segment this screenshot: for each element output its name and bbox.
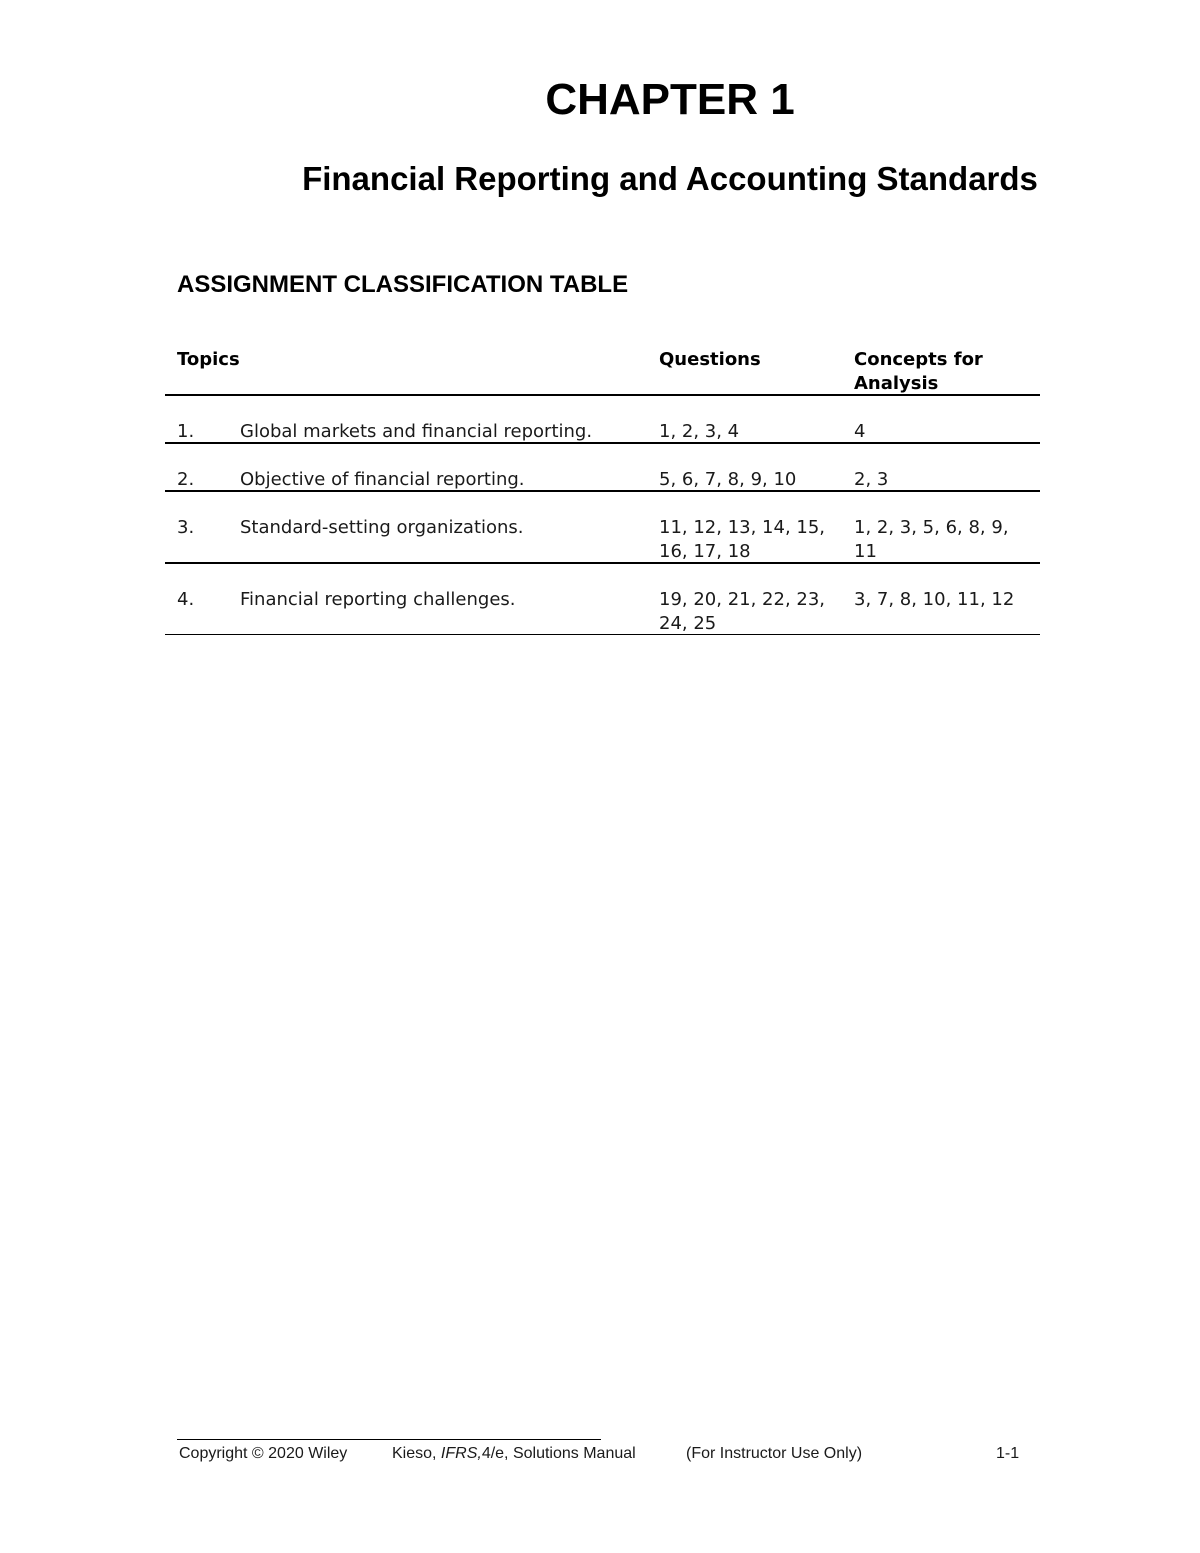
page-number: 1-1 — [996, 1445, 1020, 1462]
row-questions: 19, 20, 21, 22, 23, 24, 25 — [659, 589, 826, 634]
chapter-title: CHAPTER 1 — [545, 75, 795, 124]
header-questions: Questions — [659, 349, 761, 370]
row-number: 1. — [177, 421, 195, 442]
row-topic: Standard-setting organizations. — [240, 517, 524, 538]
row-concepts: 2, 3 — [854, 469, 889, 490]
row-concepts: 3, 7, 8, 10, 11, 12 — [854, 589, 1015, 610]
header-topics: Topics — [177, 349, 240, 370]
row-questions: 1, 2, 3, 4 — [659, 421, 740, 442]
row-topic: Objective of financial reporting. — [240, 469, 525, 490]
footer-instructor-note: (For Instructor Use Only) — [686, 1445, 863, 1462]
row-questions: 11, 12, 13, 14, 15, 16, 17, 18 — [659, 517, 826, 562]
assignment-classification-table — [165, 346, 1040, 635]
footer-author: Kieso, — [392, 1445, 441, 1462]
row-number: 4. — [177, 589, 195, 610]
table-row — [165, 492, 1040, 564]
table-row — [165, 396, 1040, 444]
row-questions: 5, 6, 7, 8, 9, 10 — [659, 469, 797, 490]
page-footer — [0, 1443, 1200, 1465]
row-topic: Global markets and financial reporting. — [240, 421, 593, 442]
footer-book-reference — [392, 1443, 636, 1465]
row-concepts: 4 — [854, 421, 866, 442]
footer-divider — [177, 1439, 601, 1440]
footer-edition: 4/e, Solutions Manual — [481, 1445, 636, 1462]
table-row — [165, 564, 1040, 635]
footer-book-title: IFRS, — [440, 1445, 482, 1462]
footer-copyright: Copyright © 2020 Wiley — [179, 1445, 348, 1462]
section-heading: ASSIGNMENT CLASSIFICATION TABLE — [177, 271, 629, 298]
header-concepts: Concepts for Analysis — [854, 349, 983, 394]
row-concepts: 1, 2, 3, 5, 6, 8, 9, 11 — [854, 517, 1009, 562]
row-topic: Financial reporting challenges. — [240, 589, 516, 610]
table-row — [165, 444, 1040, 492]
chapter-subtitle: Financial Reporting and Accounting Standards — [302, 160, 1038, 197]
row-number: 3. — [177, 517, 195, 538]
row-number: 2. — [177, 469, 195, 490]
table-header — [165, 346, 1040, 396]
